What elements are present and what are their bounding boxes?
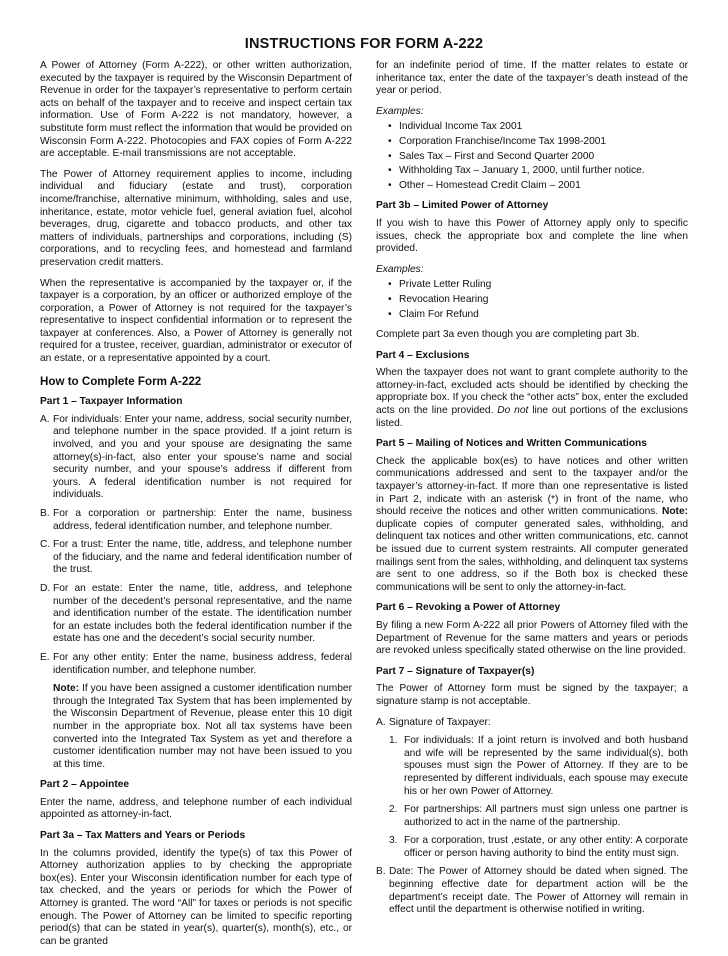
list-item: • Sales Tax – First and Second Quarter 2000 [388, 150, 595, 162]
part1-item-c [40, 539, 352, 577]
signature-item-1 [389, 735, 688, 798]
part1-heading: Part 1 – Taxpayer Information [40, 396, 183, 408]
note-label: Note: [53, 683, 80, 695]
item-marker: 1. [389, 735, 398, 747]
part7-text: The Power of Attorney form must be signed by the taxpayer; a signature stamp is not acceptable. [376, 683, 688, 707]
examples-colon: : [420, 263, 424, 275]
item-text: For an estate: Enter the name, title, address, and telephone number of the decedent’s personal representative, and the name and identification number of the estate. The identification number for an estate includes both the federal identification number if the estate has one and the decedent’s social security number. [53, 582, 352, 645]
item-marker: E. [40, 651, 50, 663]
examples-list-1 [376, 121, 688, 192]
intro-paragraph-1: A Power of Attorney (Form A-222), or other written authorization, executed by the taxpayer is required by the Wisconsin Department of Revenue in order for the taxpayer’s representative to perform certain acts on behalf of the taxpayer and to receive and inspect certain tax information. Use of Form A-222 is not mandatory, however, a substitute form must reflect the information that would be provided on Wisconsin Form A-222. Photocopies and FAX copies of Form A-222 are acceptable. E-mail transmissions are not acceptable. [40, 60, 353, 160]
part5-note-label: Note: [661, 506, 688, 518]
part3b-tail: Complete part 3a even though you are completing part 3b. [376, 329, 640, 341]
note-text: If you have been assigned a customer identification number through the Integrated Tax System that has been implemented by the Wisconsin Department of Revenue, please enter this 10 digit number in the appropriate box. Not all tax systems have been converted into the Integrated Tax System as yet and therefore a customer identification number may not have been issued to you at this time. [53, 683, 352, 770]
part1-item-e [40, 652, 352, 677]
part6-text: By filing a new Form A-222 all prior Powers of Attorney filed with the Department of Revenue for the same matters and years or periods are revoked unless specifically stated otherwise on the line provided. [376, 619, 688, 657]
part1-item-b [40, 508, 352, 533]
list-item-text: Corporation Franchise/Income Tax 1998-2001 [399, 135, 607, 147]
part4-text-a: When the taxpayer does not want to grant complete authority to the attorney-in-fact, excluded acts should be identified by checking the appropriate box. If you check the “other acts” box, enter the excluded acts on the line provided. [376, 367, 688, 417]
part3a-continued: for an indefinite period of time. If the matter relates to estate or inheritance tax, enter the date of the taxpayer’s death instead of the year or period. [376, 60, 688, 97]
list-item: • Corporation Franchise/Income Tax 1998-2001 [388, 135, 607, 147]
list-item-text: Revocation Hearing [399, 293, 489, 305]
item-marker: B. [376, 866, 386, 878]
part3a-heading: Part 3a – Tax Matters and Years or Periods [40, 830, 246, 842]
signature-item-2 [389, 804, 688, 829]
list-item-text: Sales Tax – First and Second Quarter 2000 [399, 150, 595, 162]
list-item: • Private Letter Ruling [388, 279, 492, 291]
list-item-text: Individual Income Tax 2001 [399, 121, 523, 133]
examples-label-2 [376, 264, 688, 277]
page-title: INSTRUCTIONS FOR FORM A-222 [244, 36, 484, 52]
item-marker: B. [40, 508, 50, 519]
list-item-text: Other – Homestead Credit Claim – 2001 [399, 179, 581, 191]
item-text: For a trust: Enter the name, title, address, and telephone number of the fiduciary, and the name and federal identification number of the trust. [53, 539, 352, 576]
signature-item-b [376, 866, 688, 916]
customer-id-note [53, 683, 352, 771]
part4-text-b: line out portions of the exclusions listed. [376, 405, 688, 429]
item-text: Date: The Power of Attorney should be dated when signed. The beginning effective date for department action will be the department’s receipt date. The Power of Attorney will remain in effect until the department is otherwise notified in writing. [389, 866, 688, 916]
left-column [40, 60, 352, 956]
part4-emphasis: Do not [497, 405, 529, 417]
item-text: For individuals: If a joint return is involved and both husband and wife will be represented by the same individual(s), both spouses must sign the Power of Attorney. If they are to be represented by different individuals, each spouse may execute his or her own Power of Attorney. [404, 735, 688, 797]
item-text: For a corporation or partnership: Enter the name, business address, federal identification number, and telephone number. [53, 508, 352, 532]
signature-item-a [376, 717, 688, 730]
part3b-text: If you wish to have this Power of Attorney apply only to specific issues, check the appropriate box and complete the line when provided. [376, 217, 688, 255]
part5-heading: Part 5 – Mailing of Notices and Written Communications [376, 438, 647, 450]
examples-list-2 [376, 279, 688, 321]
part5-text-b: duplicate copies of computer generated sales, withholding, and delinquent tax notices and other written communications, etc. cannot be issued due to current system restraints. All computer generated mailings sent from the sales, withholding, and delinquent tax systems are sent to one address, so if the Both box is checked these communications will be sent to only the attorney-in-fact. [376, 518, 689, 593]
part5-text [376, 456, 688, 595]
part6-heading: Part 6 – Revoking a Power of Attorney [376, 602, 561, 614]
list-item: • Other – Homestead Credit Claim – 2001 [388, 179, 581, 191]
list-item-text: Claim For Refund [399, 308, 479, 320]
item-marker: 2. [389, 804, 398, 816]
part2-heading: Part 2 – Appointee [40, 779, 130, 791]
intro-paragraph-3: When the representative is accompanied by the taxpayer or, if the taxpayer is a corporation, by an officer or authorized employe of the corporation, a Power of Attorney is not required for the taxpayer’s representative to inspect confidential information or to represent the taxpayer at conferences. Also, a Power of Attorney is generally not required for a trustee, receiver, guardian, administrator or executor of an estate, or a representative appointed by a court. [40, 277, 352, 365]
list-item: • Claim For Refund [388, 308, 479, 320]
signature-item-3 [389, 835, 688, 860]
how-to-heading: How to Complete Form A-222 [40, 374, 202, 388]
list-item: • Revocation Hearing [388, 293, 489, 305]
item-marker: D. [40, 582, 51, 594]
item-marker: A. [40, 413, 50, 425]
examples-label-text: Examples [376, 263, 421, 275]
signature-sublist [389, 735, 688, 860]
examples-colon: : [420, 105, 424, 117]
item-text: For a corporation, trust ,estate, or any other entity: A corporate officer or person having authority to bind the entity must sign. [404, 835, 688, 859]
list-item: • Withholding Tax – January 1, 2000, until further notice. [388, 165, 645, 177]
item-marker: 3. [389, 835, 398, 847]
part7-heading: Part 7 – Signature of Taxpayer(s) [376, 665, 535, 677]
list-item: • Individual Income Tax 2001 [388, 121, 523, 133]
part4-text [376, 367, 688, 430]
item-text: For individuals: Enter your name, address, social security number, and telephone number in the space provided. If a joint return is involved, and you and your spouse are designating the same attorney(s)-in-fact, also enter your spouse’s name and social security number, and your spouse’s address if different from yours. A federal identification number is not required for individuals. [53, 413, 352, 501]
list-item-text: Private Letter Ruling [399, 279, 492, 291]
right-column [376, 60, 688, 923]
part1-item-a [40, 414, 352, 502]
item-marker: A. [376, 716, 386, 728]
item-text: Signature of Taxpayer: [389, 716, 491, 728]
list-item-text: Withholding Tax – January 1, 2000, until further notice. [399, 165, 645, 177]
part3a-text: In the columns provided, identify the type(s) of tax this Power of Attorney authorization applies to by checking the appropriate box(es). Enter your Wisconsin identification number for each type of tax checked, and the years or periods for which the Power of Attorney is granted. The word “All” for taxes or periods is not specific enough. The Power of Attorney can be limited to specific reporting period(s) that can be stated in year(s), quarter(s), month(s), etc., or can be granted [40, 847, 352, 947]
intro-paragraph-2: The Power of Attorney requirement applies to income, including individual and fiduciary (estate and trust), corporation income/franchise, alternative minimum, withholding, sales and use, inheritance, estate, motor vehicle fuel, general aviation fuel, alcohol beverages, drug, cigarette and tobacco products, and other tax matters of individuals, partnerships and corporations, including (S) corporations, and to recycling fees, and homestead and farmland preservation credit matters. [40, 168, 352, 268]
part3b-heading: Part 3b – Limited Power of Attorney [376, 200, 549, 212]
part5-text-a: Check the applicable box(es) to have notices and other written communications addressed and sent to the taxpayer and/or the taxpayer’s attorney-in-fact. If more than one representative is listed in Part 2, indicate with an asterisk (*) in front of the name, who should receive the notices and other written communications. [376, 455, 688, 518]
part1-item-d [40, 583, 352, 646]
item-text: For partnerships: All partners must sign unless one partner is authorized to act in the name of the partnership. [404, 804, 688, 828]
examples-label-text: Examples [376, 105, 421, 117]
item-text: For any other entity: Enter the name, business address, federal identification number, and telephone number. [53, 651, 352, 676]
part2-text: Enter the name, address, and telephone number of each individual appointed as attorney-in-fact. [40, 796, 352, 821]
examples-label-1 [376, 106, 688, 119]
item-marker: C. [40, 539, 51, 551]
part4-heading: Part 4 – Exclusions [376, 349, 470, 361]
